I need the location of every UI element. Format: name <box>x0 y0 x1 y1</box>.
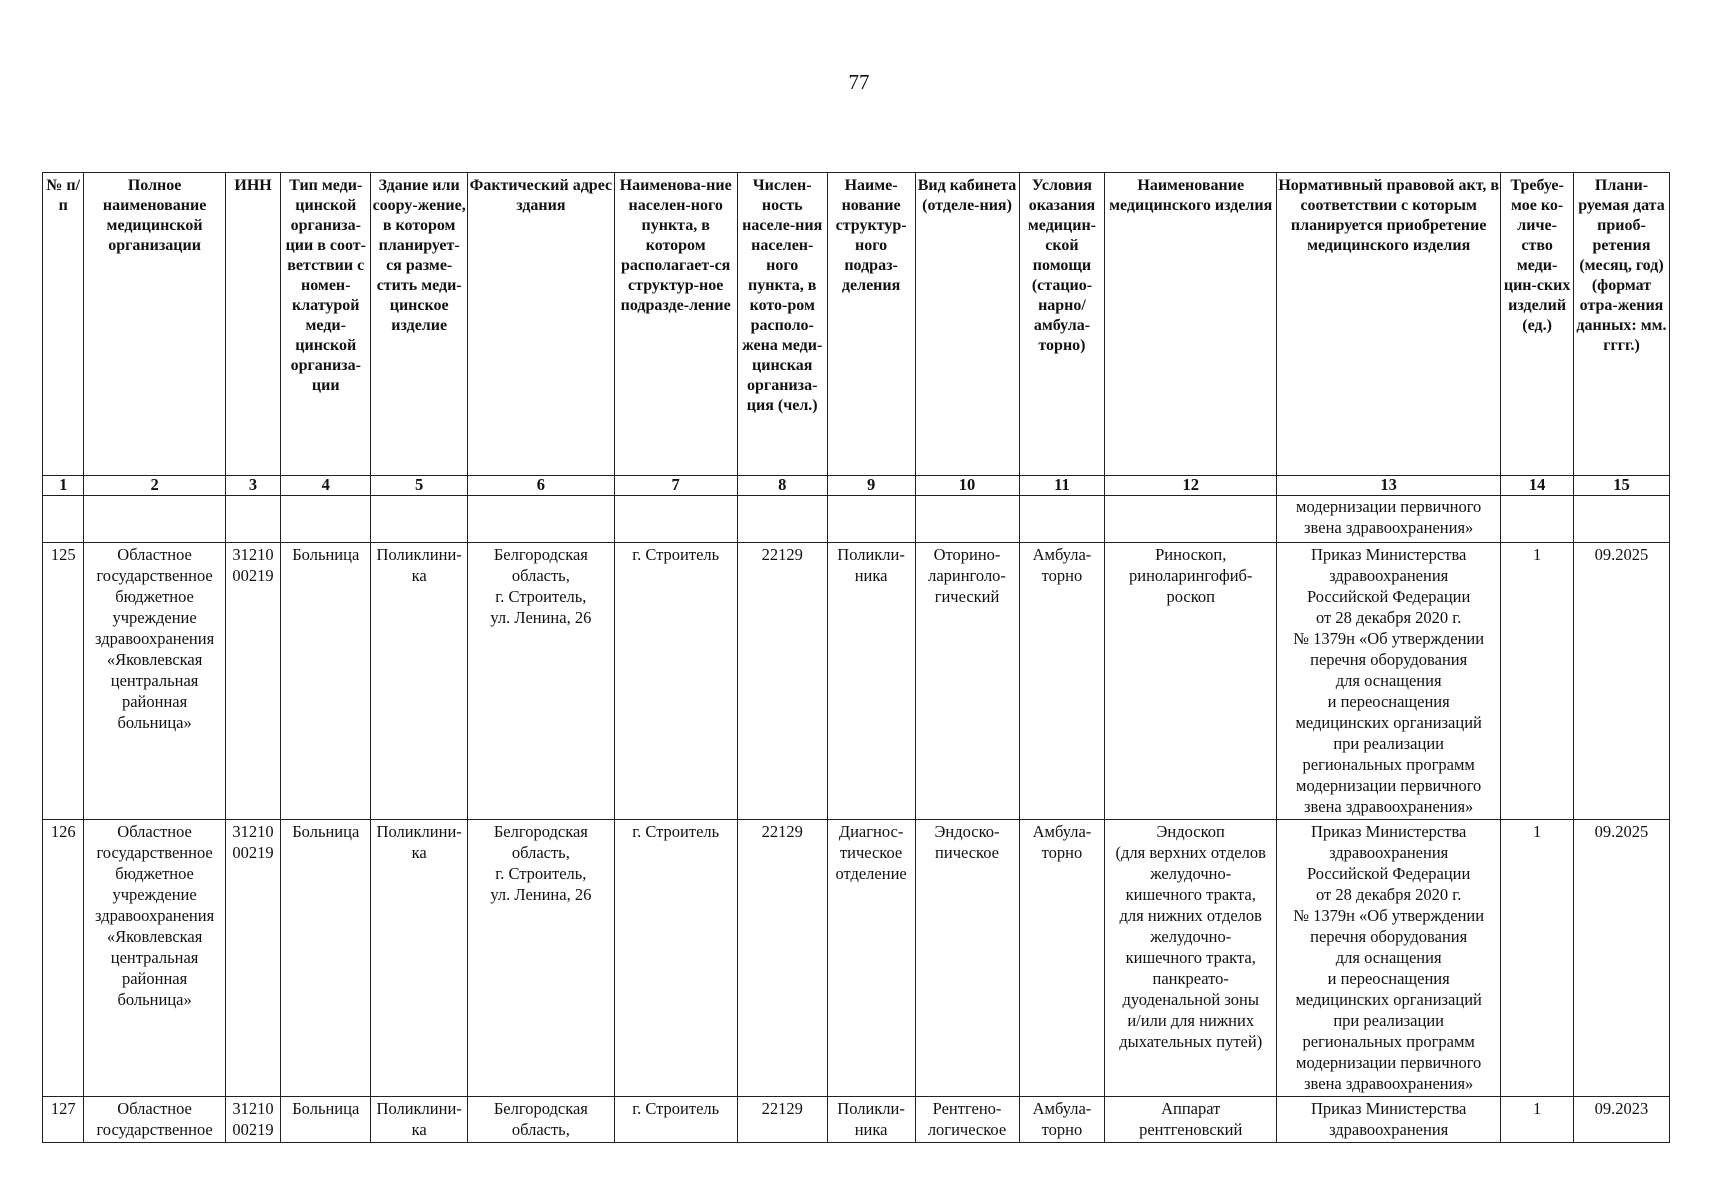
continuation-row <box>43 496 1670 543</box>
column-number: 15 <box>1573 476 1669 496</box>
organization-cell: Областное государственное <box>84 1097 225 1143</box>
table-cell <box>827 496 915 543</box>
inn-cell: 31210 00219 <box>225 543 281 820</box>
table-cell <box>84 496 225 543</box>
conditions-cell: Амбула- торно <box>1019 1097 1105 1143</box>
table-cell <box>1105 496 1277 543</box>
column-number: 9 <box>827 476 915 496</box>
table-cell <box>225 496 281 543</box>
table-row <box>43 1097 1670 1143</box>
header-cell-org: Полное наименование медицинской организации <box>84 173 225 476</box>
header-cell-type: Тип меди-цинской организа-ции в соот-ветствии с номен-клатурой меди-цинской организа-ции <box>281 173 371 476</box>
inn-cell: 31210 00219 <box>225 820 281 1097</box>
column-number: 6 <box>468 476 614 496</box>
org-type-cell: Больница <box>281 543 371 820</box>
table-cell <box>1573 496 1669 543</box>
building-cell: Поликлини- ка <box>371 1097 468 1143</box>
legal-act-cell: Приказ Министерства здравоохранения Российской Федерации от 28 декабря 2020 г. № 1379н «Об утверждении перечня оборудования для оснащения и переоснащения медицинских организаций при реализации региональных программ модернизации первичного звена здравоохранения» <box>1277 543 1501 820</box>
cabinet-cell: Оторино- ларинголо- гический <box>915 543 1019 820</box>
header-cell-conditions: Условия оказания медицин-ской помощи (стацио-нарно/ амбула-торно) <box>1019 173 1105 476</box>
table-cell <box>371 496 468 543</box>
locality-cell: г. Строитель <box>614 820 737 1097</box>
table-cell <box>614 496 737 543</box>
column-number: 10 <box>915 476 1019 496</box>
legal-act-cell: Приказ Министерства здравоохранения Российской Федерации от 28 декабря 2020 г. № 1379н «Об утверждении перечня оборудования для оснащения и переоснащения медицинских организаций при реализации региональных программ модернизации первичного звена здравоохранения» <box>1277 820 1501 1097</box>
date-cell: 09.2023 <box>1573 1097 1669 1143</box>
org-type-cell: Больница <box>281 820 371 1097</box>
address-cell: Белгородская область, <box>468 1097 614 1143</box>
page-number: 77 <box>848 70 870 94</box>
table-cell <box>1019 496 1105 543</box>
header-cell-address: Фактический адрес здания <box>468 173 614 476</box>
header-cell-inn: ИНН <box>225 173 281 476</box>
header-cell-unit: Наиме-нование структур-ного подраз-деления <box>827 173 915 476</box>
header-cell-qty: Требуе-мое ко-личе-ство меди-цин-ских изделий (ед.) <box>1501 173 1574 476</box>
device-cell: Аппарат рентгеновский <box>1105 1097 1277 1143</box>
address-cell: Белгородская область, г. Строитель, ул. Ленина, 26 <box>468 820 614 1097</box>
date-cell: 09.2025 <box>1573 543 1669 820</box>
table-cell <box>1501 496 1574 543</box>
table-cell <box>281 496 371 543</box>
table-row <box>43 820 1670 1097</box>
organization-cell: Областное государственное бюджетное учреждение здравоохранения «Яковлевская центральная районная больница» <box>84 820 225 1097</box>
act-continuation-cell: модернизации первичного звена здравоохранения» <box>1277 496 1501 543</box>
header-cell-device: Наименование медицинского изделия <box>1105 173 1277 476</box>
header-cell-act: Нормативный правовой акт, в соответствии с которым планируется приобретение медицинского изделия <box>1277 173 1501 476</box>
unit-cell: Поликли- ника <box>827 543 915 820</box>
column-number: 2 <box>84 476 225 496</box>
header-cell-building: Здание или соору-жение, в котором планирует-ся разме-стить меди-цинское изделие <box>371 173 468 476</box>
quantity-cell: 1 <box>1501 543 1574 820</box>
column-number: 12 <box>1105 476 1277 496</box>
header-cell-population: Числен-ность населе-ния населен-ного пункта, в кото-ром располо-жена меди-цинская организа-ция (чел.) <box>737 173 827 476</box>
unit-cell: Диагнос- тическое отделение <box>827 820 915 1097</box>
conditions-cell: Амбула- торно <box>1019 543 1105 820</box>
table-cell <box>737 496 827 543</box>
column-number: 11 <box>1019 476 1105 496</box>
address-cell: Белгородская область, г. Строитель, ул. Ленина, 26 <box>468 543 614 820</box>
population-cell: 22129 <box>737 820 827 1097</box>
column-number: 7 <box>614 476 737 496</box>
header-cell-date: Плани-руемая дата приоб-ретения (месяц, год) (формат отра-жения данных: мм. гггг.) <box>1573 173 1669 476</box>
header-cell-cabinet: Вид кабинета (отделе-ния) <box>915 173 1019 476</box>
column-number: 13 <box>1277 476 1501 496</box>
device-cell: Риноскоп, риноларингофиб- роскоп <box>1105 543 1277 820</box>
building-cell: Поликлини- ка <box>371 820 468 1097</box>
table-cell <box>468 496 614 543</box>
header-cell-locality: Наименова-ние населен-ного пункта, в котором располагает-ся структур-ное подразде-ление <box>614 173 737 476</box>
legal-act-cell: Приказ Министерства здравоохранения <box>1277 1097 1501 1143</box>
equipment-table <box>42 172 1670 1143</box>
building-cell: Поликлини- ка <box>371 543 468 820</box>
column-number: 5 <box>371 476 468 496</box>
population-cell: 22129 <box>737 1097 827 1143</box>
column-number: 4 <box>281 476 371 496</box>
quantity-cell: 1 <box>1501 1097 1574 1143</box>
population-cell: 22129 <box>737 543 827 820</box>
table-row <box>43 543 1670 820</box>
column-number: 1 <box>43 476 84 496</box>
locality-cell: г. Строитель <box>614 543 737 820</box>
column-number: 3 <box>225 476 281 496</box>
column-number: 14 <box>1501 476 1574 496</box>
conditions-cell: Амбула- торно <box>1019 820 1105 1097</box>
locality-cell: г. Строитель <box>614 1097 737 1143</box>
table-cell <box>915 496 1019 543</box>
device-cell: Эндоскоп (для верхних отделов желудочно- кишечного тракта, для нижних отделов желудочно- кишечного тракта, панкреато- дуоденальной зоны и/или для нижних дыхательных путей) <box>1105 820 1277 1097</box>
organization-cell: Областное государственное бюджетное учреждение здравоохранения «Яковлевская центральная районная больница» <box>84 543 225 820</box>
unit-cell: Поликли- ника <box>827 1097 915 1143</box>
quantity-cell: 1 <box>1501 820 1574 1097</box>
table-cell <box>43 496 84 543</box>
row-number-cell: 126 <box>43 820 84 1097</box>
org-type-cell: Больница <box>281 1097 371 1143</box>
row-number-cell: 127 <box>43 1097 84 1143</box>
date-cell: 09.2025 <box>1573 820 1669 1097</box>
row-number-cell: 125 <box>43 543 84 820</box>
column-number: 8 <box>737 476 827 496</box>
inn-cell: 31210 00219 <box>225 1097 281 1143</box>
cabinet-cell: Эндоско- пическое <box>915 820 1019 1097</box>
cabinet-cell: Рентгено- логическое <box>915 1097 1019 1143</box>
header-row <box>43 173 1670 476</box>
column-number-row <box>43 476 1670 496</box>
header-cell-num: № п/п <box>43 173 84 476</box>
